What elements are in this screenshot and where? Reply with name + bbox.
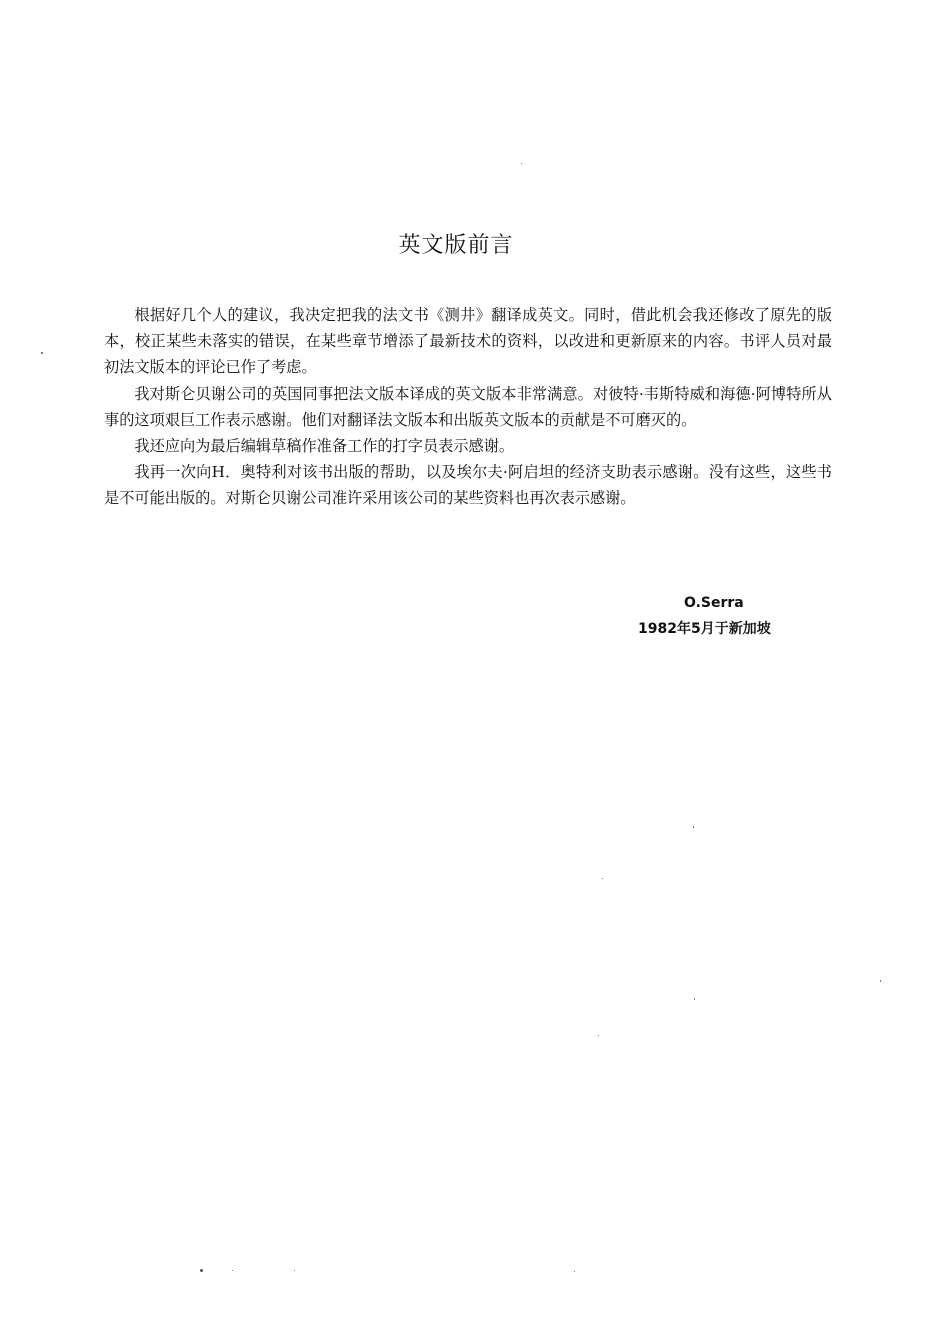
scan-speck (294, 1270, 295, 1271)
scan-speck (693, 826, 694, 828)
paragraph-3: 我还应向为最后编辑草稿作准备工作的打字员表示感谢。 (134, 437, 515, 456)
scan-speck (598, 1035, 599, 1036)
page-title: 英文版前言 (398, 233, 514, 258)
scan-speck (200, 1269, 203, 1272)
scan-speck (574, 1271, 575, 1272)
preface-body (104, 302, 832, 512)
scan-speck (232, 1270, 233, 1271)
scan-speck (521, 163, 522, 164)
scan-speck (880, 980, 881, 982)
scan-speck (602, 878, 603, 879)
scan-speck (694, 998, 695, 1000)
paragraph-2: 我对斯仑贝谢公司的英国同事把法文版本译成的英文版本非常满意。对彼特·韦斯特威和海德·阿博特所从事的这项艰巨工作表示感谢。他们对翻译法文版本和出版英文版本的贡献是不可磨灭的。 (104, 384, 832, 429)
paragraph-4: 我再一次向H．奥特利对该书出版的帮助，以及埃尔夫·阿启坦的经济支助表示感谢。没有这些，这些书是不可能出版的。对斯仑贝谢公司准许采用该公司的某些资料也再次表示感谢。 (104, 463, 832, 508)
signature-block (638, 590, 771, 642)
date-place: 1982年5月于新加坡 (638, 621, 771, 637)
paragraph-1: 根据好几个人的建议，我决定把我的法文书《测井》翻译成英文。同时，借此机会我还修改了原先的版本，校正某些未落实的错误，在某些章节增添了最新技术的资料，以改进和更新原来的内容。书评人员对最初法文版本的评论已作了考虑。 (104, 306, 832, 377)
author-name: O.Serra (684, 595, 744, 611)
scan-speck (41, 352, 43, 354)
